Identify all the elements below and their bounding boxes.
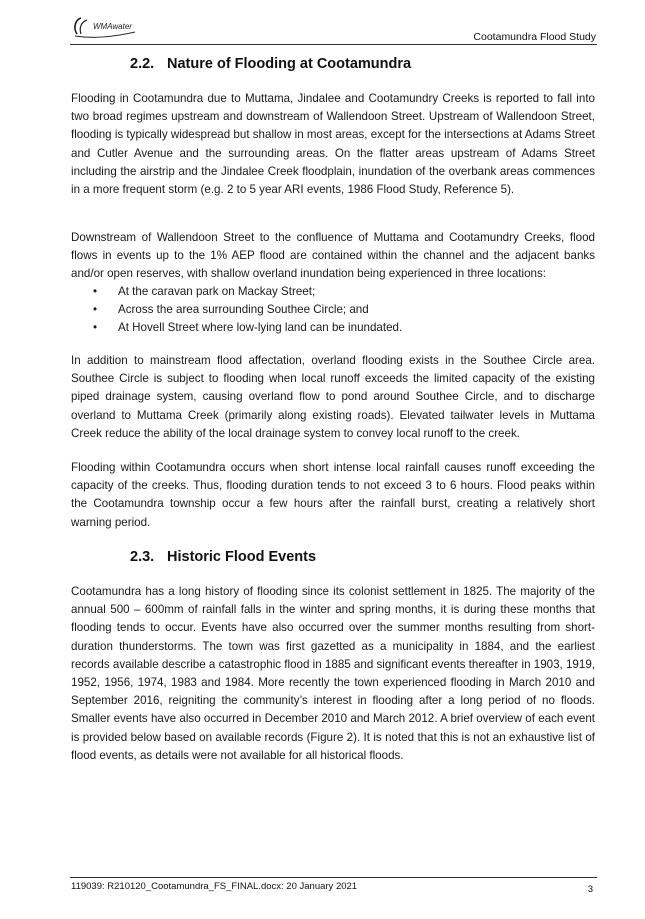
paragraph: In addition to mainstream flood affectation, overland flooding exists in the Southee Circle area. Southee Circle is subject to flooding when local runoff exceeds the limited capacity of the existing piped drainage system, causing overland flow to pond around Southee Circle, and to discharge overland to Muttama Creek (primarily along existing roads). Elevated tailwater levels in Muttama Creek reduce the ability of the local drainage system to convey local runoff to the creek. (71, 354, 595, 440)
bullet-icon: • (93, 303, 98, 317)
section-number: 2.3. (130, 549, 155, 565)
header-divider (70, 44, 597, 45)
page-number: 3 (587, 884, 593, 895)
list-item (71, 319, 595, 337)
section-number: 2.2. (130, 56, 155, 72)
footer-divider (70, 877, 597, 878)
paragraph: Flooding in Cootamundra due to Muttama, Jindalee and Cootamundry Creeks is reported to fall into two broad regimes upstream and downstream of Wallendoon Street. Upstream of Wallendoon Street, flooding is typically widespread but shallow in most areas, except for the intersections at Adams Street and Cutler Avenue and the surrounding areas. On the flatter areas upstream of Adams Street including the airstrip and the Jindalee Creek floodplain, inundation of the overbank areas commences in a more frequent storm (e.g. 2 to 5 year ARI events, 1986 Flood Study, Reference 5). (71, 92, 595, 197)
document-title: Cootamundra Flood Study (473, 31, 596, 43)
paragraph: Downstream of Wallendoon Street to the confluence of Muttama and Cootamundry Creeks, flood flows in events up to the 1% AEP flood are contained within the channel and the adjacent banks and/or open reserves, with shallow overland inundation being experienced in three locations: (71, 231, 595, 281)
logo-text: WMAwater (93, 22, 132, 31)
location-list (71, 283, 595, 338)
list-item-text: At the caravan park on Mackay Street; (118, 285, 316, 298)
company-logo (71, 14, 141, 40)
list-item-text: Across the area surrounding Southee Circle; and (118, 303, 369, 317)
list-item (71, 301, 595, 319)
list-item (71, 283, 595, 301)
footer-document-reference: 119039: R210120_Cootamundra_FS_FINAL.docx: 20 January 2021 (71, 881, 358, 892)
list-item-text: At Hovell Street where low-lying land can be inundated. (118, 321, 403, 335)
section-title: Nature of Flooding at Cootamundra (167, 56, 412, 72)
bullet-icon: • (93, 285, 98, 298)
paragraph: Cootamundra has a long history of flooding since its colonist settlement in 1825. The majority of the annual 500 – 600mm of rainfall falls in the winter and spring months, it is during these months that flooding tends to occur. Events have also occurred over the summer months resulting from short-duration thunderstorms. The town was first gazetted as a municipality in 1884, and the earliest records available describe a catastrophic flood in 1885 and significant events thereafter in 1903, 1919, 1952, 1956, 1974, 1983 and 1984. More recently the town experienced flooding in March 2010 and September 2016, reigniting the community’s interest in flooding after a long period of no floods. Smaller events have also occurred in December 2010 and March 2012. A brief overview of each event is provided below based on available records (Figure 2). It is noted that this is not an exhaustive list of flood events, as details were not available for all historical floods. (71, 585, 595, 762)
paragraph: Flooding within Cootamundra occurs when short intense local rainfall causes runoff exceeding the capacity of the creeks. Thus, flooding duration tends to not exceed 3 to 6 hours. Flood peaks within the Cootamundra township occur a few hours after the rainfall burst, creating a relatively short warning period. (71, 461, 595, 529)
section-title: Historic Flood Events (167, 549, 317, 565)
bullet-icon: • (93, 321, 98, 335)
